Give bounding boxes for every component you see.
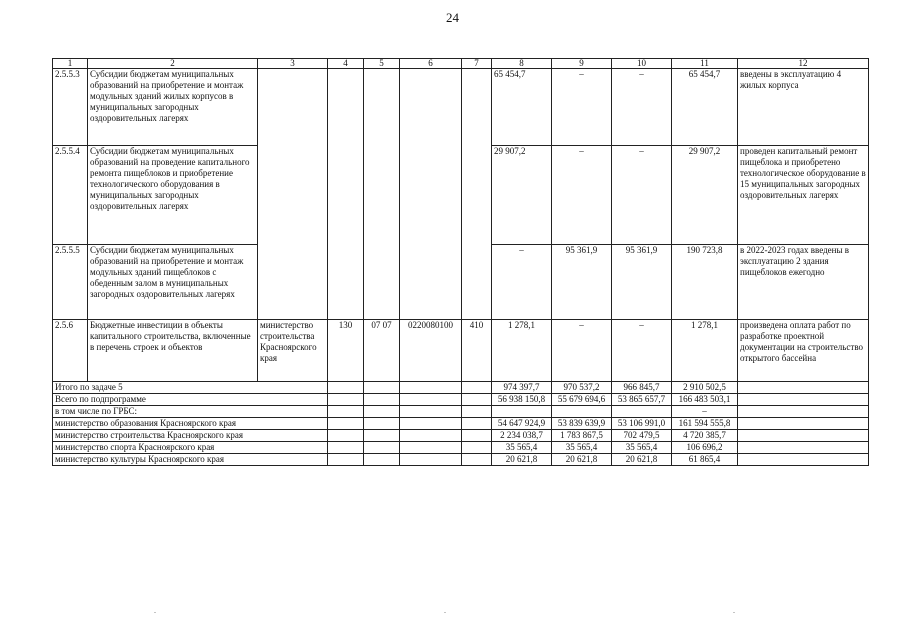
value-total: 4 720 385,7	[672, 430, 738, 442]
code-cell	[400, 69, 462, 146]
summary-label: министерство строительства Красноярского края	[53, 430, 328, 442]
header-cell: 4	[328, 59, 364, 69]
value-2021: 54 647 924,9	[492, 418, 552, 430]
value-2021	[492, 406, 552, 418]
result-cell: проведен капитальный ремонт пищеблока и приобретено технологическое оборудование в 15 муниципальных загородных оздоровительных лагерях	[738, 146, 869, 245]
value-2021: –	[492, 245, 552, 320]
row-number: 2.5.5.5	[53, 245, 88, 320]
summary-label: Всего по подпрограмме	[53, 394, 328, 406]
code-cell	[364, 146, 400, 245]
code-cell	[364, 69, 400, 146]
table-row	[53, 245, 869, 320]
summary-row	[53, 454, 869, 466]
header-cell: 1	[53, 59, 88, 69]
value-2022: 95 361,9	[552, 245, 612, 320]
value-2023: 702 479,5	[612, 430, 672, 442]
value-2023: 53 865 657,7	[612, 394, 672, 406]
value-2023: –	[612, 69, 672, 146]
summary-row	[53, 442, 869, 454]
value-2021: 2 234 038,7	[492, 430, 552, 442]
value-total: 166 483 503,1	[672, 394, 738, 406]
code-cell	[328, 69, 364, 146]
code-cell: 130	[328, 320, 364, 382]
code-cell	[462, 69, 492, 146]
value-2023: 95 361,9	[612, 245, 672, 320]
summary-row	[53, 406, 869, 418]
table-row	[53, 69, 869, 146]
header-cell: 10	[612, 59, 672, 69]
row-number: 2.5.6	[53, 320, 88, 382]
result-cell: введены в эксплуатацию 4 жилых корпуса	[738, 69, 869, 146]
header-cell: 6	[400, 59, 462, 69]
header-cell: 12	[738, 59, 869, 69]
code-cell	[328, 146, 364, 245]
value-2023: 966 845,7	[612, 382, 672, 394]
code-cell	[400, 146, 462, 245]
value-total: 190 723,8	[672, 245, 738, 320]
header-cell: 7	[462, 59, 492, 69]
result-cell: произведена оплата работ по разработке проектной документации на строительство открытого бассейна	[738, 320, 869, 382]
value-total: 29 907,2	[672, 146, 738, 245]
table-row	[53, 320, 869, 382]
value-2023: 20 621,8	[612, 454, 672, 466]
header-cell: 5	[364, 59, 400, 69]
value-2022: 20 621,8	[552, 454, 612, 466]
value-2023: 53 106 991,0	[612, 418, 672, 430]
row-name: Субсидии бюджетам муниципальных образований на приобретение и монтаж модульных зданий пищеблоков с обеденным залом в муниципальных загородных оздоровительных лагерях	[88, 245, 258, 320]
value-2021: 56 938 150,8	[492, 394, 552, 406]
summary-label: министерство культуры Красноярского края	[53, 454, 328, 466]
value-2021: 35 565,4	[492, 442, 552, 454]
code-cell: 0220080100	[400, 320, 462, 382]
value-2022: 53 839 639,9	[552, 418, 612, 430]
value-total: –	[672, 406, 738, 418]
header-cell: 8	[492, 59, 552, 69]
value-2022: 35 565,4	[552, 442, 612, 454]
value-total: 61 865,4	[672, 454, 738, 466]
row-number: 2.5.5.4	[53, 146, 88, 245]
table-row	[53, 146, 869, 245]
summary-row	[53, 418, 869, 430]
value-2022: 55 679 694,6	[552, 394, 612, 406]
scan-mark: .	[444, 606, 446, 615]
result-cell: в 2022-2023 годах введены в эксплуатацию 2 здания пищеблоков ежегодно	[738, 245, 869, 320]
value-2022: –	[552, 320, 612, 382]
value-2023: 35 565,4	[612, 442, 672, 454]
value-2022: –	[552, 146, 612, 245]
value-2021: 974 397,7	[492, 382, 552, 394]
value-2022: –	[552, 69, 612, 146]
value-2022: 1 783 867,5	[552, 430, 612, 442]
value-2023	[612, 406, 672, 418]
scan-mark: .	[733, 606, 735, 615]
code-cell: 07 07	[364, 320, 400, 382]
header-row	[53, 59, 869, 69]
summary-row	[53, 430, 869, 442]
value-total: 2 910 502,5	[672, 382, 738, 394]
responsible-cell	[258, 146, 328, 245]
summary-label: в том числе по ГРБС:	[53, 406, 328, 418]
header-cell: 2	[88, 59, 258, 69]
code-cell	[364, 245, 400, 320]
summary-row	[53, 394, 869, 406]
responsible-cell	[258, 245, 328, 320]
scan-mark: .	[154, 606, 156, 615]
header-cell: 3	[258, 59, 328, 69]
row-name: Бюджетные инвестиции в объекты капитального строительства, включенные в перечень строек и объектов	[88, 320, 258, 382]
summary-label: министерство образования Красноярского края	[53, 418, 328, 430]
value-total: 161 594 555,8	[672, 418, 738, 430]
value-2023: –	[612, 320, 672, 382]
value-2022: 970 537,2	[552, 382, 612, 394]
value-total: 106 696,2	[672, 442, 738, 454]
value-2022	[552, 406, 612, 418]
value-2021: 1 278,1	[492, 320, 552, 382]
summary-row	[53, 382, 869, 394]
value-total: 1 278,1	[672, 320, 738, 382]
row-number: 2.5.5.3	[53, 69, 88, 146]
row-name: Субсидии бюджетам муниципальных образований на проведение капитального ремонта пищеблоков и приобретение технологического оборудования в муниципальных загородных оздоровительных лагерях	[88, 146, 258, 245]
code-cell	[328, 245, 364, 320]
value-2021: 20 621,8	[492, 454, 552, 466]
code-cell: 410	[462, 320, 492, 382]
page-number: 24	[446, 10, 459, 25]
value-2021: 29 907,2	[492, 146, 552, 245]
responsible-cell: министерство строительства Красноярского края	[258, 320, 328, 382]
responsible-cell	[258, 69, 328, 146]
header-cell: 11	[672, 59, 738, 69]
value-2023: –	[612, 146, 672, 245]
summary-label: Итого по задаче 5	[53, 382, 328, 394]
value-2021: 65 454,7	[492, 69, 552, 146]
code-cell	[462, 146, 492, 245]
header-cell: 9	[552, 59, 612, 69]
summary-label: министерство спорта Красноярского края	[53, 442, 328, 454]
budget-table	[52, 58, 869, 466]
code-cell	[400, 245, 462, 320]
row-name: Субсидии бюджетам муниципальных образований на приобретение и монтаж модульных зданий жилых корпусов в муниципальных загородных оздоровительных лагерях	[88, 69, 258, 146]
value-total: 65 454,7	[672, 69, 738, 146]
code-cell	[462, 245, 492, 320]
